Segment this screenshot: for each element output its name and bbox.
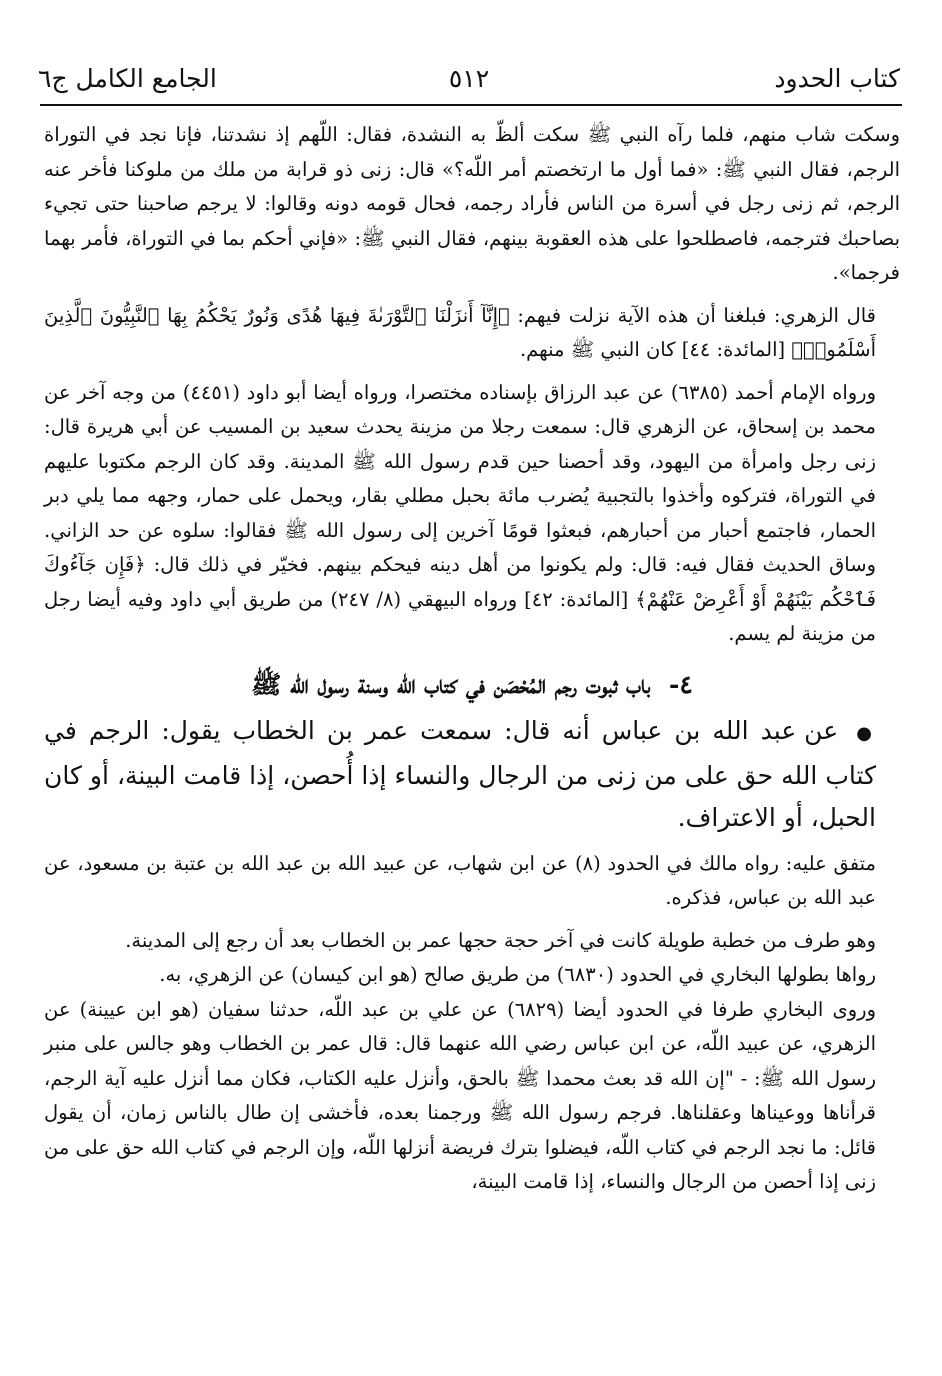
page-number: ٥١٢: [448, 64, 490, 93]
chapter-title: باب ثبوت رجم المُحْصَن في كتاب الله وسنة رسول الله ﷺ: [251, 669, 651, 699]
hadith-text: عن عبد الله بن عباس أنه قال: سمعت عمر بن الخطاب يقول: الرجم في كتاب الله حق على من زنى من الرجال والنساء إذا أُحصن، إذا قامت البينة، أو كان الحبل، أو الاعتراف.: [44, 715, 876, 832]
paragraph-khutba: وهو طرف من خطبة طويلة كانت في آخر حجة حجها عمر بن الخطاب بعد أن رجع إلى المدينة.: [125, 928, 876, 952]
chapter-heading: [44, 664, 900, 706]
page-header: [38, 58, 900, 100]
paragraph-muttafaq: متفق عليه: رواه مالك في الحدود (٨) عن ابن شهاب، عن عبيد الله بن عبد الله بن عتبة بن مسعود، عن عبد الله بن عباس، فذكره.: [44, 851, 876, 909]
page-body: [44, 118, 900, 1200]
paragraph-bukhari-full: رواها بطولها البخاري في الحدود (٦٨٣٠) من طريق صالح (هو ابن كيسان) عن الزهري، به.: [159, 963, 876, 986]
bullet-icon: ●: [856, 722, 876, 744]
hadith-main: [44, 710, 900, 839]
paragraph-takhrij-ahmad: ورواه الإمام أحمد (٦٣٨٥) عن عبد الرزاق بإسناده مختصرا، ورواه أيضا أبو داود (٤٤٥١) من وجه آخر عن محمد بن إسحاق، عن الزهري قال: سمعت رجلا من مزينة يحدث سعيد بن المسيب عن أبي هريرة قال: زنى رجل وامرأة من اليهود، وقد أحصنا حين قدم رسول الله ﷺ المدينة. وقد كان الرجم مكتوبا عليهم في التوراة، فتركوه وأخذوا بالتجبية يُضرب مائة بحبل مطلي بقار، ويحمل على حمار، وجهه مما يلي دبر الحمار، فاجتمع أحبار من أحبارهم، فبعثوا قومًا آخرين إلى رسول الله ﷺ فقالوا: سلوه عن حد الزاني. وساق الحديث فقال فيه: قال: ولم يكونوا من أهل دينه فيحكم بينهم. فخيّر في ذلك قال: ﴿فَإِن جَآءُوكَ فَٱحْكُم بَيْنَهُمْ أَوْ أَعْرِضْ عَنْهُمْ﴾ [المائدة: ٤٢] ورواه البيهقي (٨/ ٢٤٧) من طريق أبي داود وفيه أيضا رجل من مزينة لم يسم.: [44, 380, 876, 645]
paragraph-narration: وسكت شاب منهم، فلما رآه النبي ﷺ سكت ألظّ به النشدة، فقال: اللّهم إذ نشدتنا، فإنا نجد في التوراة الرجم، فقال النبي ﷺ: «فما أول ما ارتخصتم أمر اللّه؟» قال: زنى ذو قرابة من ملك من ملوكنا فأخر عنه الرجم، ثم زنى رجل في أسرة من الناس فأراد رجمه، فحال قومه دونه وقالوا: لا يرجم صاحبنا حتى تجيء بصاحبك فترجمه، فاصطلحوا على هذه العقوبة بينهم، فقال النبي ﷺ: «فإني أحكم بما في التوراة، فأمر بهما فرجما».: [44, 123, 900, 284]
book-title: كتاب الحدود: [774, 64, 900, 93]
paragraph-zuhri: قال الزهري: فبلغنا أن هذه الآية نزلت فيهم: ﴿إِنَّآ أَنزَلْنَا ٱلتَّوْرَىٰةَ فِيهَا هُدًى وَنُورٌ يَحْكُمُ بِهَا ٱلنَّبِيُّونَ ٱلَّذِينَ أَسْلَمُوا۟﴾ [المائدة: ٤٤] كان النبي ﷺ منهم.: [44, 303, 876, 361]
series-title: الجامع الكامل ج٦: [38, 64, 217, 93]
chapter-number: ٤-: [669, 669, 693, 699]
paragraph-bukhari-part: وروى البخاري طرفا في الحدود أيضا (٦٨٢٩) عن علي بن عبد اللّه، حدثنا سفيان (هو ابن عيينة) عن الزهري، عن عبيد اللّه، عن ابن عباس رضي الله عنهما قال: قال عمر بن الخطاب وهو جالس على منبر رسول الله ﷺ: - "إن الله قد بعث محمدا ﷺ بالحق، وأنزل عليه الكتاب، فكان مما أنزل عليه آية الرجم، قرأناها ووعيناها وعقلناها. فرجم رسول الله ﷺ ورجمنا بعده، فأخشى إن طال بالناس زمان، أن يقول قائل: ما نجد الرجم في كتاب اللّه، فيضلوا بترك فريضة أنزلها اللّه، وإن الرجم في كتاب الله حق على من زنى إذا أحصن من الرجال والنساء، إذا قامت البينة،: [44, 997, 876, 1193]
header-rule: [40, 104, 902, 106]
